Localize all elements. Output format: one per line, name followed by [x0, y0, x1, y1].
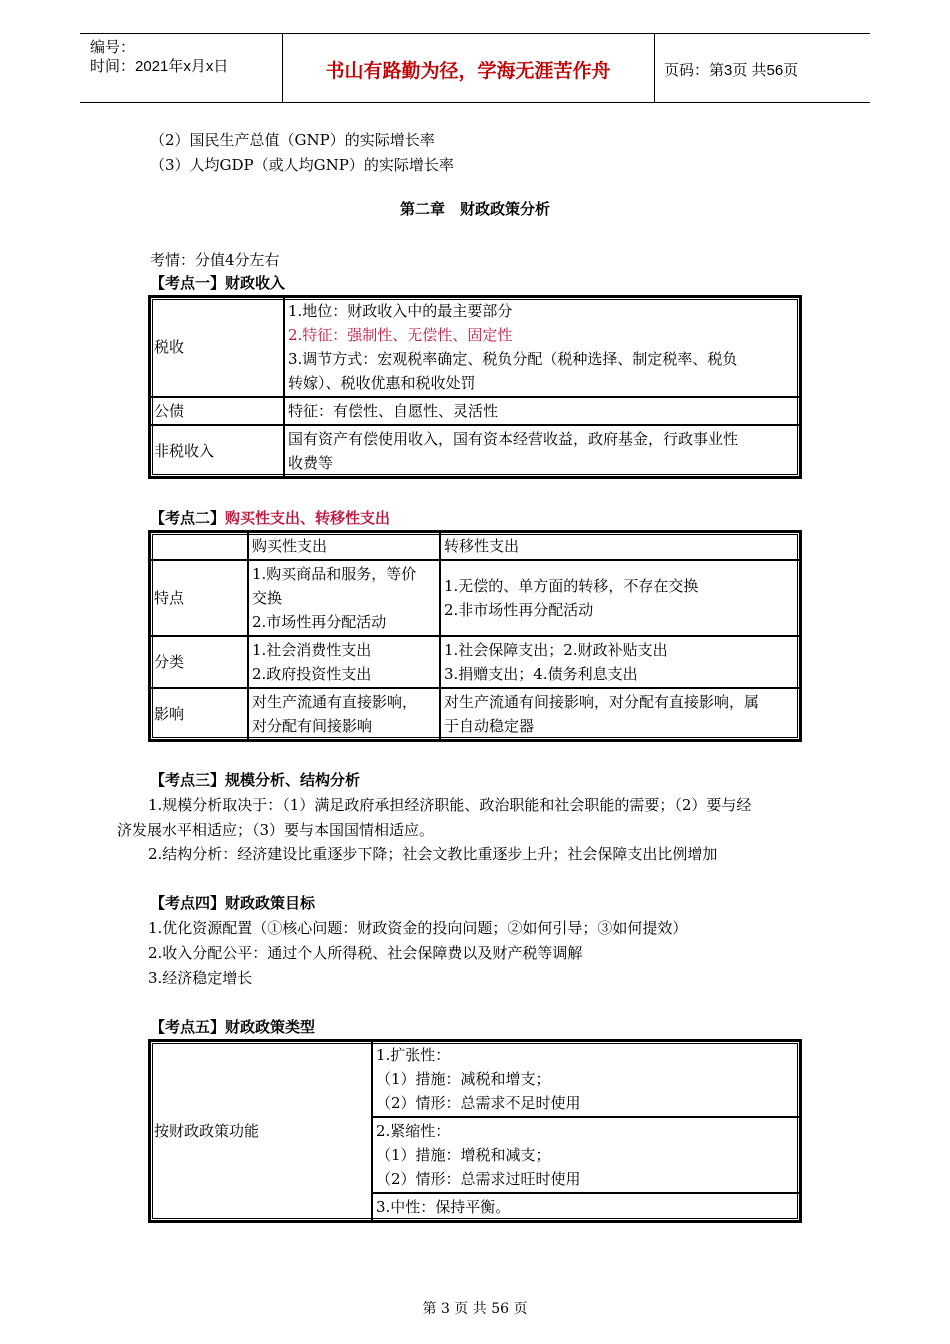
- body-line: 1.规模分析取决于：（1）满足政府承担经济职能、政治职能和社会职能的需要；（2）要与经: [148, 796, 752, 814]
- cell-line: 1.地位：财政收入中的最主要部分: [288, 302, 513, 320]
- cell-line: 国有资产有偿使用收入，国有资本经营收益，政府基金，行政事业性: [288, 430, 739, 448]
- section-2-prefix: 【考点二】: [150, 509, 226, 527]
- header-motto: 书山有路勤为径，学海无涯苦作舟: [325, 60, 611, 82]
- intro-line: （3）人均GDP（或人均GNP）的实际增长率: [150, 156, 454, 174]
- cell: [372, 1193, 800, 1221]
- cell-line: 2.紧缩性：: [376, 1122, 451, 1140]
- cell: [248, 560, 440, 636]
- policy-type-table: [148, 1039, 802, 1223]
- section-2-highlight: 购买性支出、转移性支出: [225, 509, 391, 527]
- cell-line: 3.中性：保持平衡。: [376, 1198, 511, 1216]
- revenue-table: [148, 295, 802, 479]
- cell-line: 2.市场性再分配活动: [252, 613, 387, 631]
- row-label: 特点: [150, 560, 248, 636]
- table-row: [150, 688, 800, 740]
- time-label: 时间：2021年x月x日: [90, 58, 229, 75]
- number-label: 编号：: [90, 39, 136, 56]
- cell-line: 对分配有间接影响: [252, 717, 373, 735]
- page-info: 页码：第3页 共56页: [664, 62, 799, 79]
- intro-line: （2）国民生产总值（GNP）的实际增长率: [150, 131, 435, 149]
- cell-line: 2.非市场性再分配活动: [444, 601, 594, 619]
- cell: [372, 1041, 800, 1117]
- row-label: 税收: [150, 297, 284, 397]
- cell-line: 1.无偿的、单方面的转移，不存在交换: [444, 577, 699, 595]
- body-line: 3.经济稳定增长: [148, 969, 253, 987]
- cell-line: 特征：有偿性、自愿性、灵活性: [288, 402, 499, 420]
- cell-line: （1）措施：增税和减支；: [376, 1146, 551, 1164]
- table-row: [150, 397, 800, 425]
- section-5-title: 【考点五】财政政策类型: [150, 1018, 316, 1036]
- body-line: 2.结构分析：经济建设比重逐步下降；社会文教比重逐步上升；社会保障支出比例增加: [148, 845, 718, 863]
- column-header: 转移性支出: [440, 532, 800, 560]
- table-row: [150, 1041, 800, 1117]
- row-content: [284, 397, 800, 425]
- cell-line: 1.扩张性：: [376, 1046, 451, 1064]
- table-row: [150, 560, 800, 636]
- table-row: [150, 636, 800, 688]
- cell-line: （1）措施：减税和增支；: [376, 1070, 551, 1088]
- header-divider: [654, 34, 655, 102]
- cell: [248, 688, 440, 740]
- cell: [372, 1117, 800, 1193]
- row-label: 按财政政策功能: [150, 1041, 372, 1221]
- cell-line: 1.社会消费性支出: [252, 641, 372, 659]
- header-empty: [150, 532, 248, 560]
- section-3-title: 【考点三】规模分析、结构分析: [150, 771, 361, 789]
- cell-line: 于自动稳定器: [444, 717, 535, 735]
- row-label: 非税收入: [150, 425, 284, 477]
- column-header: 购买性支出: [248, 532, 440, 560]
- cell-line-highlight: 2.特征：强制性、无偿性、固定性: [288, 326, 513, 344]
- table-row: [150, 425, 800, 477]
- cell-line: （2）情形：总需求不足时使用: [376, 1094, 581, 1112]
- row-label: 公债: [150, 397, 284, 425]
- chapter-title: 第二章 财政政策分析: [399, 200, 550, 218]
- cell: [440, 560, 800, 636]
- row-label: 影响: [150, 688, 248, 740]
- cell-line: 1.社会保障支出；2.财政补贴支出: [444, 641, 668, 659]
- row-label: 分类: [150, 636, 248, 688]
- page-header: [80, 33, 870, 103]
- cell-line: 收费等: [288, 454, 334, 472]
- cell-line: 1.购买商品和服务，等价: [252, 565, 417, 583]
- expenditure-table: [148, 530, 802, 742]
- body-line: 2.收入分配公平：通过个人所得税、社会保障费以及财产税等调解: [148, 944, 583, 962]
- cell-line: （2）情形：总需求过旺时使用: [376, 1170, 581, 1188]
- section-1-title: 【考点一】财政收入: [150, 274, 286, 292]
- body-line: 1.优化资源配置（①核心问题：财政资金的投向问题；②如何引导；③如何提效）: [148, 919, 688, 937]
- header-meta: [90, 38, 228, 76]
- cell-line: 交换: [252, 589, 283, 607]
- cell-line: 转嫁）、税收优惠和税收处罚: [288, 374, 476, 392]
- row-content: [284, 425, 800, 477]
- section-4-title: 【考点四】财政政策目标: [150, 894, 316, 912]
- cell-line: 2.政府投资性支出: [252, 665, 372, 683]
- cell: [248, 636, 440, 688]
- row-content: [284, 297, 800, 397]
- body-line: 济发展水平相适应；（3）要与本国国情相适应。: [117, 821, 435, 839]
- table-row: [150, 297, 800, 397]
- table-header-row: [150, 532, 800, 560]
- page-footer: 第 3 页 共 56 页: [422, 1301, 528, 1317]
- cell-line: 3.调节方式：宏观税率确定、税负分配（税种选择、制定税率、税负: [288, 350, 738, 368]
- cell-line: 对生产流通有间接影响，对分配有直接影响，属: [444, 693, 760, 711]
- cell: [440, 688, 800, 740]
- cell-line: 对生产流通有直接影响，: [252, 693, 418, 711]
- section-2-title: [150, 507, 390, 529]
- cell-line: 3.捐赠支出；4.债务利息支出: [444, 665, 638, 683]
- exam-note: 考情：分值4分左右: [150, 251, 280, 269]
- cell: [440, 636, 800, 688]
